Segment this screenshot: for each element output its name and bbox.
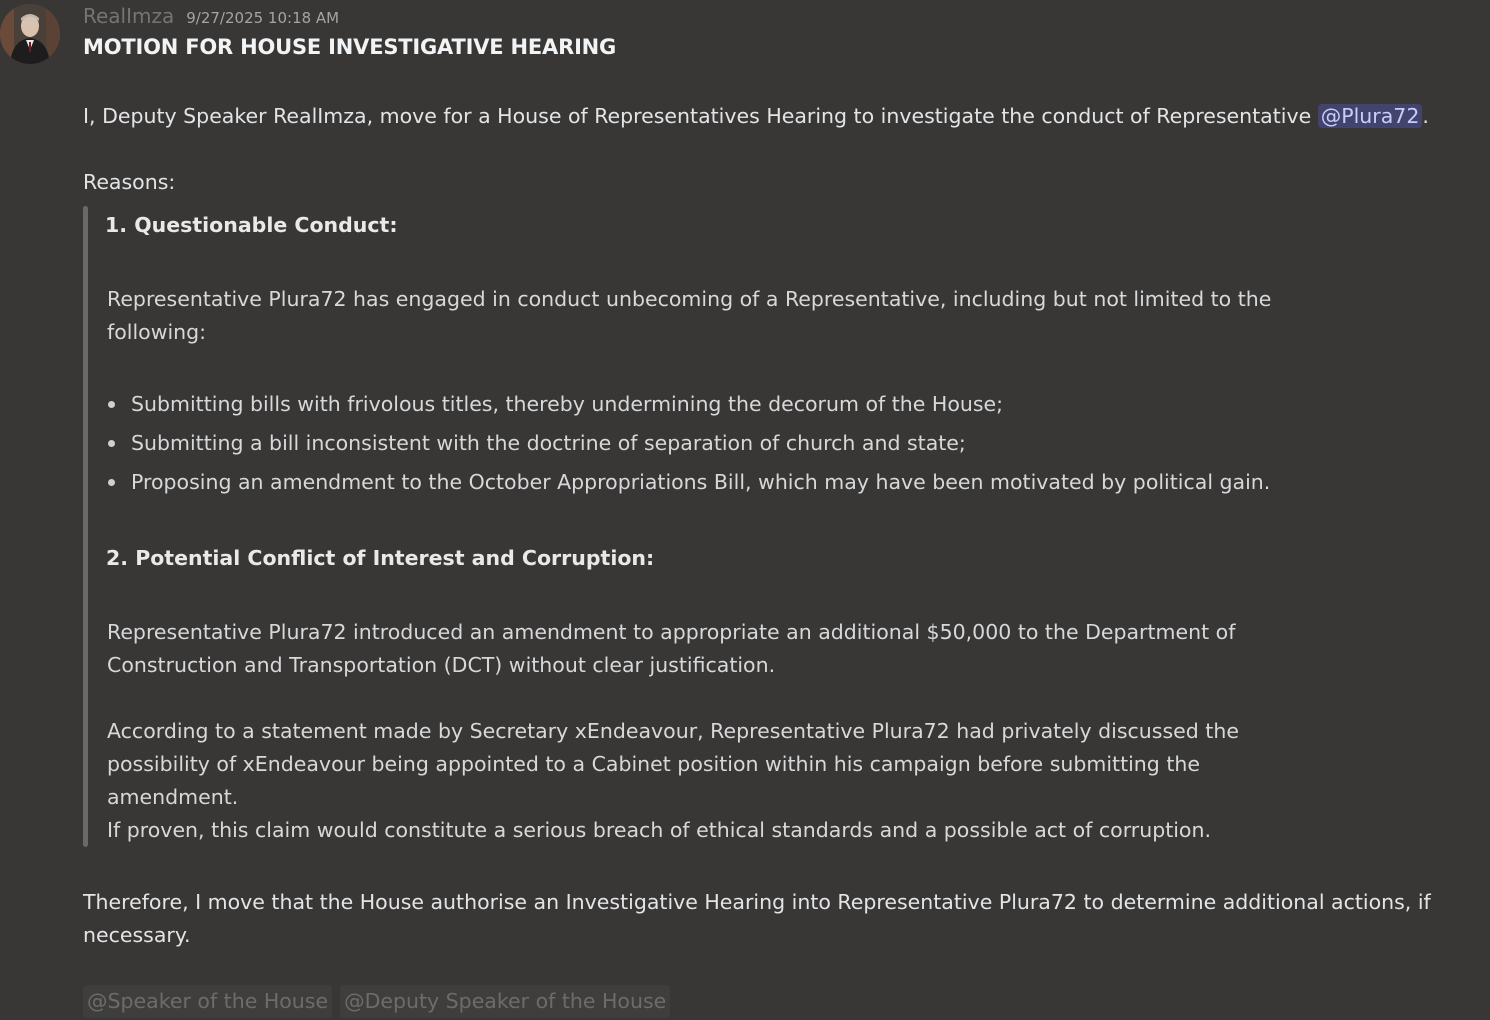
message-timestamp: 9/27/2025 10:18 AM — [186, 9, 340, 27]
role-mention-deputy-speaker[interactable]: @Deputy Speaker of the House — [340, 985, 670, 1018]
user-mention-plura72[interactable]: @Plura72 — [1318, 104, 1423, 128]
quote-paragraph-1-line-1: Representative Plura72 has engaged in conduct unbecoming of a Representative, including but not limited to the — [107, 287, 1272, 311]
bullet-icon — [108, 440, 115, 447]
quote-paragraph-3-line-4: If proven, this claim would constitute a serious breach of ethical standards and a possible act of corruption. — [107, 818, 1211, 842]
intro-paragraph — [83, 100, 1429, 133]
user-avatar-icon — [0, 4, 60, 64]
quote-paragraph-3-line-1: According to a statement made by Secretary xEndeavour, Representative Plura72 had privately discussed the — [107, 719, 1239, 743]
blockquote-bar — [83, 206, 88, 847]
message-header — [83, 4, 339, 32]
author-name[interactable]: RealImza — [83, 4, 175, 28]
message-title: MOTION FOR HOUSE INVESTIGATIVE HEARING — [83, 35, 617, 59]
conclusion-line-1: Therefore, I move that the House authorise an Investigative Hearing into Representative Plura72 to determine additional actions, if — [83, 890, 1431, 914]
quote-paragraph-3-line-3: amendment. — [107, 785, 239, 809]
quote-paragraph-1-line-2: following: — [107, 320, 207, 344]
list-item-text: Submitting bills with frivolous titles, thereby undermining the decorum of the House; — [131, 392, 1004, 416]
intro-end: . — [1422, 104, 1429, 128]
list-item-text: Proposing an amendment to the October Appropriations Bill, which may have been motivated by political gain. — [131, 470, 1271, 494]
quote-paragraph-2-line-1: Representative Plura72 introduced an amendment to appropriate an additional $50,000 to the Department of — [107, 620, 1236, 644]
list-item-text: Submitting a bill inconsistent with the doctrine of separation of church and state; — [131, 431, 966, 455]
quote-paragraph-2-line-2: Construction and Transportation (DCT) without clear justification. — [107, 653, 776, 677]
role-mention-speaker[interactable]: @Speaker of the House — [83, 985, 332, 1018]
quote-heading-2: 2. Potential Conflict of Interest and Corruption: — [106, 546, 655, 570]
role-mentions — [83, 985, 670, 1018]
intro-text: I, Deputy Speaker RealImza, move for a House of Representatives Hearing to investigate the conduct of Representative — [83, 104, 1318, 128]
bullet-icon — [108, 401, 115, 408]
bullet-icon — [108, 479, 115, 486]
conclusion-line-2: necessary. — [83, 923, 191, 947]
quote-heading-1: 1. Questionable Conduct: — [105, 213, 398, 237]
quote-paragraph-3-line-2: possibility of xEndeavour being appointed to a Cabinet position within his campaign before submitting the — [107, 752, 1200, 776]
reasons-label: Reasons: — [83, 170, 176, 194]
user-avatar[interactable] — [0, 4, 60, 64]
